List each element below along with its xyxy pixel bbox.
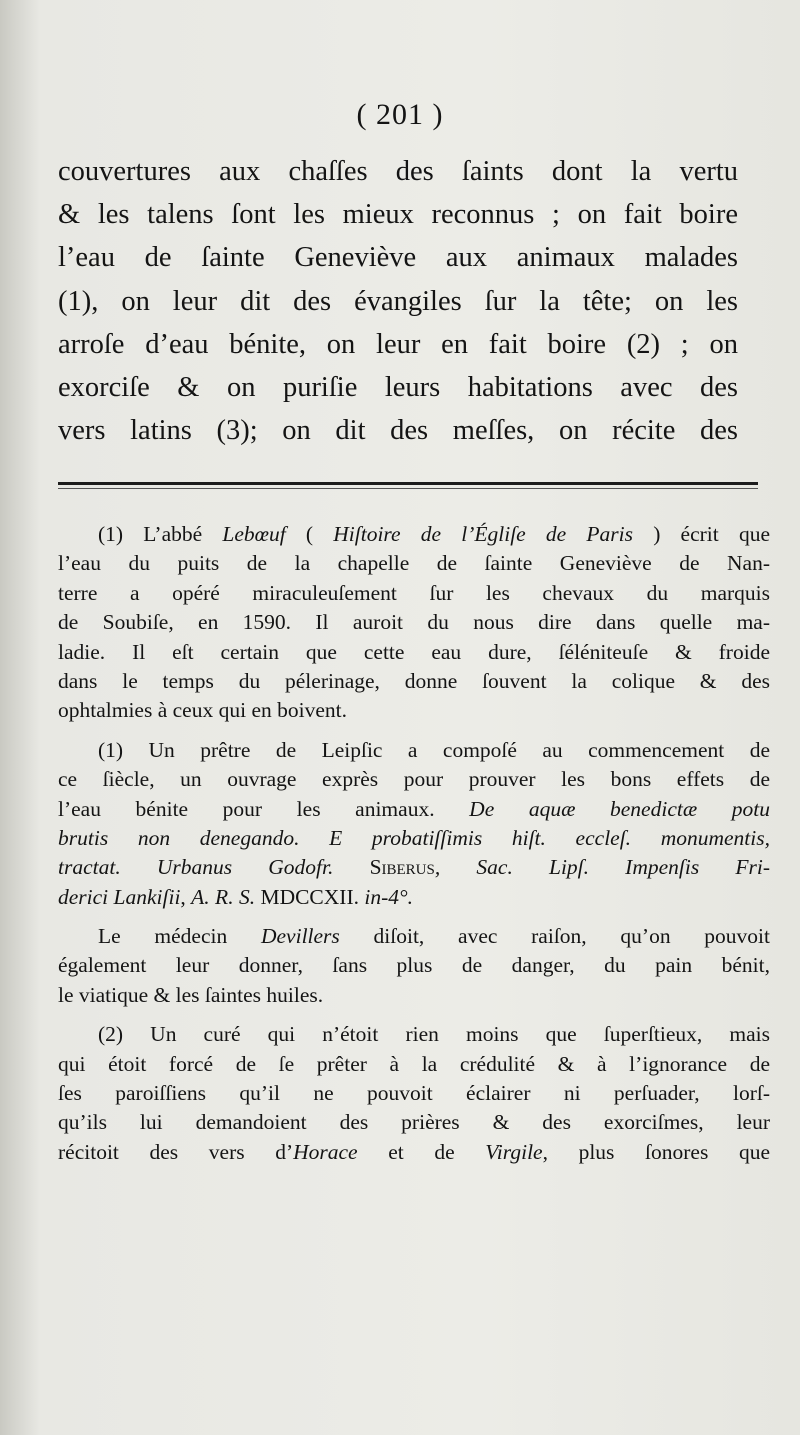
main-text-line: couvertures aux chaſſes des ſaints dont la vertu: [58, 156, 738, 187]
footnote-2: [58, 736, 770, 912]
footnote-line: qu’ils lui demandoient des prières & des exorciſmes, leur: [58, 1110, 770, 1135]
footnote-line: terre a opéré miraculeuſement ſur les chevaux du marquis: [58, 580, 770, 605]
footnote-separator-rule: [58, 482, 758, 485]
footnote-latin-title: De aquæ benedictæ potu: [469, 796, 770, 821]
footnote-line: [58, 853, 770, 882]
footnote-line: ſes paroiſſiens qu’il ne pouvoit éclairer ni perſuader, lorſ-: [58, 1081, 770, 1106]
footnote-line: [58, 520, 770, 549]
footnote-line: l’eau du puits de la chapelle de ſainte Geneviève de Nan-: [58, 551, 770, 576]
footnote-line: [58, 1138, 770, 1167]
footnote-line: de Soubiſe, en 1590. Il auroit du nous dire dans quelle ma-: [58, 610, 770, 635]
footnote-text: et de: [357, 1139, 486, 1164]
footnote-line: (1) Un prêtre de Leipſic a compoſé au commencement de: [98, 737, 770, 762]
footnote-author: Lebœuf: [222, 522, 286, 546]
footnote-text: , plus ſonores que: [542, 1139, 770, 1164]
footnote-text: (: [285, 522, 334, 546]
footnote-text: l’eau bénite pour les animaux.: [58, 796, 470, 821]
footnote-3: [58, 922, 770, 1010]
main-text-line: exorciſe & on puriſie leurs habitations avec des: [58, 371, 738, 403]
footnote-latin-title: A. R. S.: [191, 884, 256, 909]
footnote-latin-title: tractat. Urbanus Godofr.: [58, 855, 370, 880]
footnote-line: ladie. Il eſt certain que cette eau dure, ſéléniteuſe & froide: [58, 639, 770, 664]
footnote-text: récitoit des vers d’: [58, 1139, 294, 1164]
main-text-line: arroſe d’eau bénite, on leur en fait boire (2) ; on: [58, 328, 738, 360]
footnote-text: ) écrit que: [633, 522, 770, 546]
footnote-text: diſoit, avec raiſon, qu’on pouvoit: [339, 924, 770, 949]
footnote-author: Horace: [293, 1139, 358, 1164]
footnote-text: ,: [180, 884, 192, 909]
main-text-line: l’eau de ſainte Geneviève aux animaux malades: [58, 242, 738, 274]
footnote-line: (2) Un curé qui n’étoit rien moins que ſuperſtieux, mais: [98, 1022, 770, 1047]
footnote-line: également leur donner, ſans plus de danger, du pain bénit,: [58, 953, 770, 978]
footnote-line: dans le temps du pélerinage, donne ſouvent la colique & des: [58, 668, 770, 693]
footnote-line: ce ſiècle, un ouvrage exprès pour prouver les bons effets de: [58, 767, 770, 792]
main-text-line: & les talens ſont les mieux reconnus ; on fait boire: [58, 199, 738, 231]
footnote-format: in-4°.: [364, 884, 413, 909]
main-text: [58, 150, 738, 452]
footnote-line: [58, 922, 770, 951]
footnotes: [58, 520, 770, 1167]
footnote-line: brutis non denegando. E probatiſſimis hiſt. eccleſ. monumentis,: [58, 825, 770, 850]
page-number: ( 201 ): [356, 98, 444, 131]
footnote-text: Le médecin: [98, 924, 261, 949]
footnote-line: le viatique & les ſaintes huiles.: [58, 982, 324, 1007]
footnote-text: (1) L’abbé: [98, 522, 223, 546]
footnote-line: [58, 883, 770, 912]
footnote-4: [58, 1020, 770, 1167]
footnote-separator-thin-rule: [58, 488, 758, 489]
footnote-author: Virgile: [485, 1139, 543, 1164]
footnote-text: MDCCXII.: [255, 884, 365, 909]
footnote-latin-title: derici Lankiſii: [58, 884, 181, 909]
footnote-line: [58, 795, 770, 824]
footnote-work-title: Hiſtoire de l’Égliſe de Paris: [333, 522, 633, 546]
footnote-latin-title: , Sac. Lipſ. Impenſis Fri-: [434, 855, 770, 880]
main-text-line: (1), on leur dit des évangiles ſur la tête; on les: [58, 285, 738, 317]
footnote-1: [58, 520, 770, 726]
footnote-author: Siberus: [369, 855, 435, 880]
footnote-line: qui étoit forcé de ſe prêter à la crédulité & à l’ignorance de: [58, 1051, 770, 1076]
footnote-line: ophtalmies à ceux qui en boivent.: [58, 698, 347, 723]
footnote-author: Devillers: [260, 924, 340, 949]
main-text-line: vers latins (3); on dit des meſſes, on récite des: [58, 415, 738, 447]
